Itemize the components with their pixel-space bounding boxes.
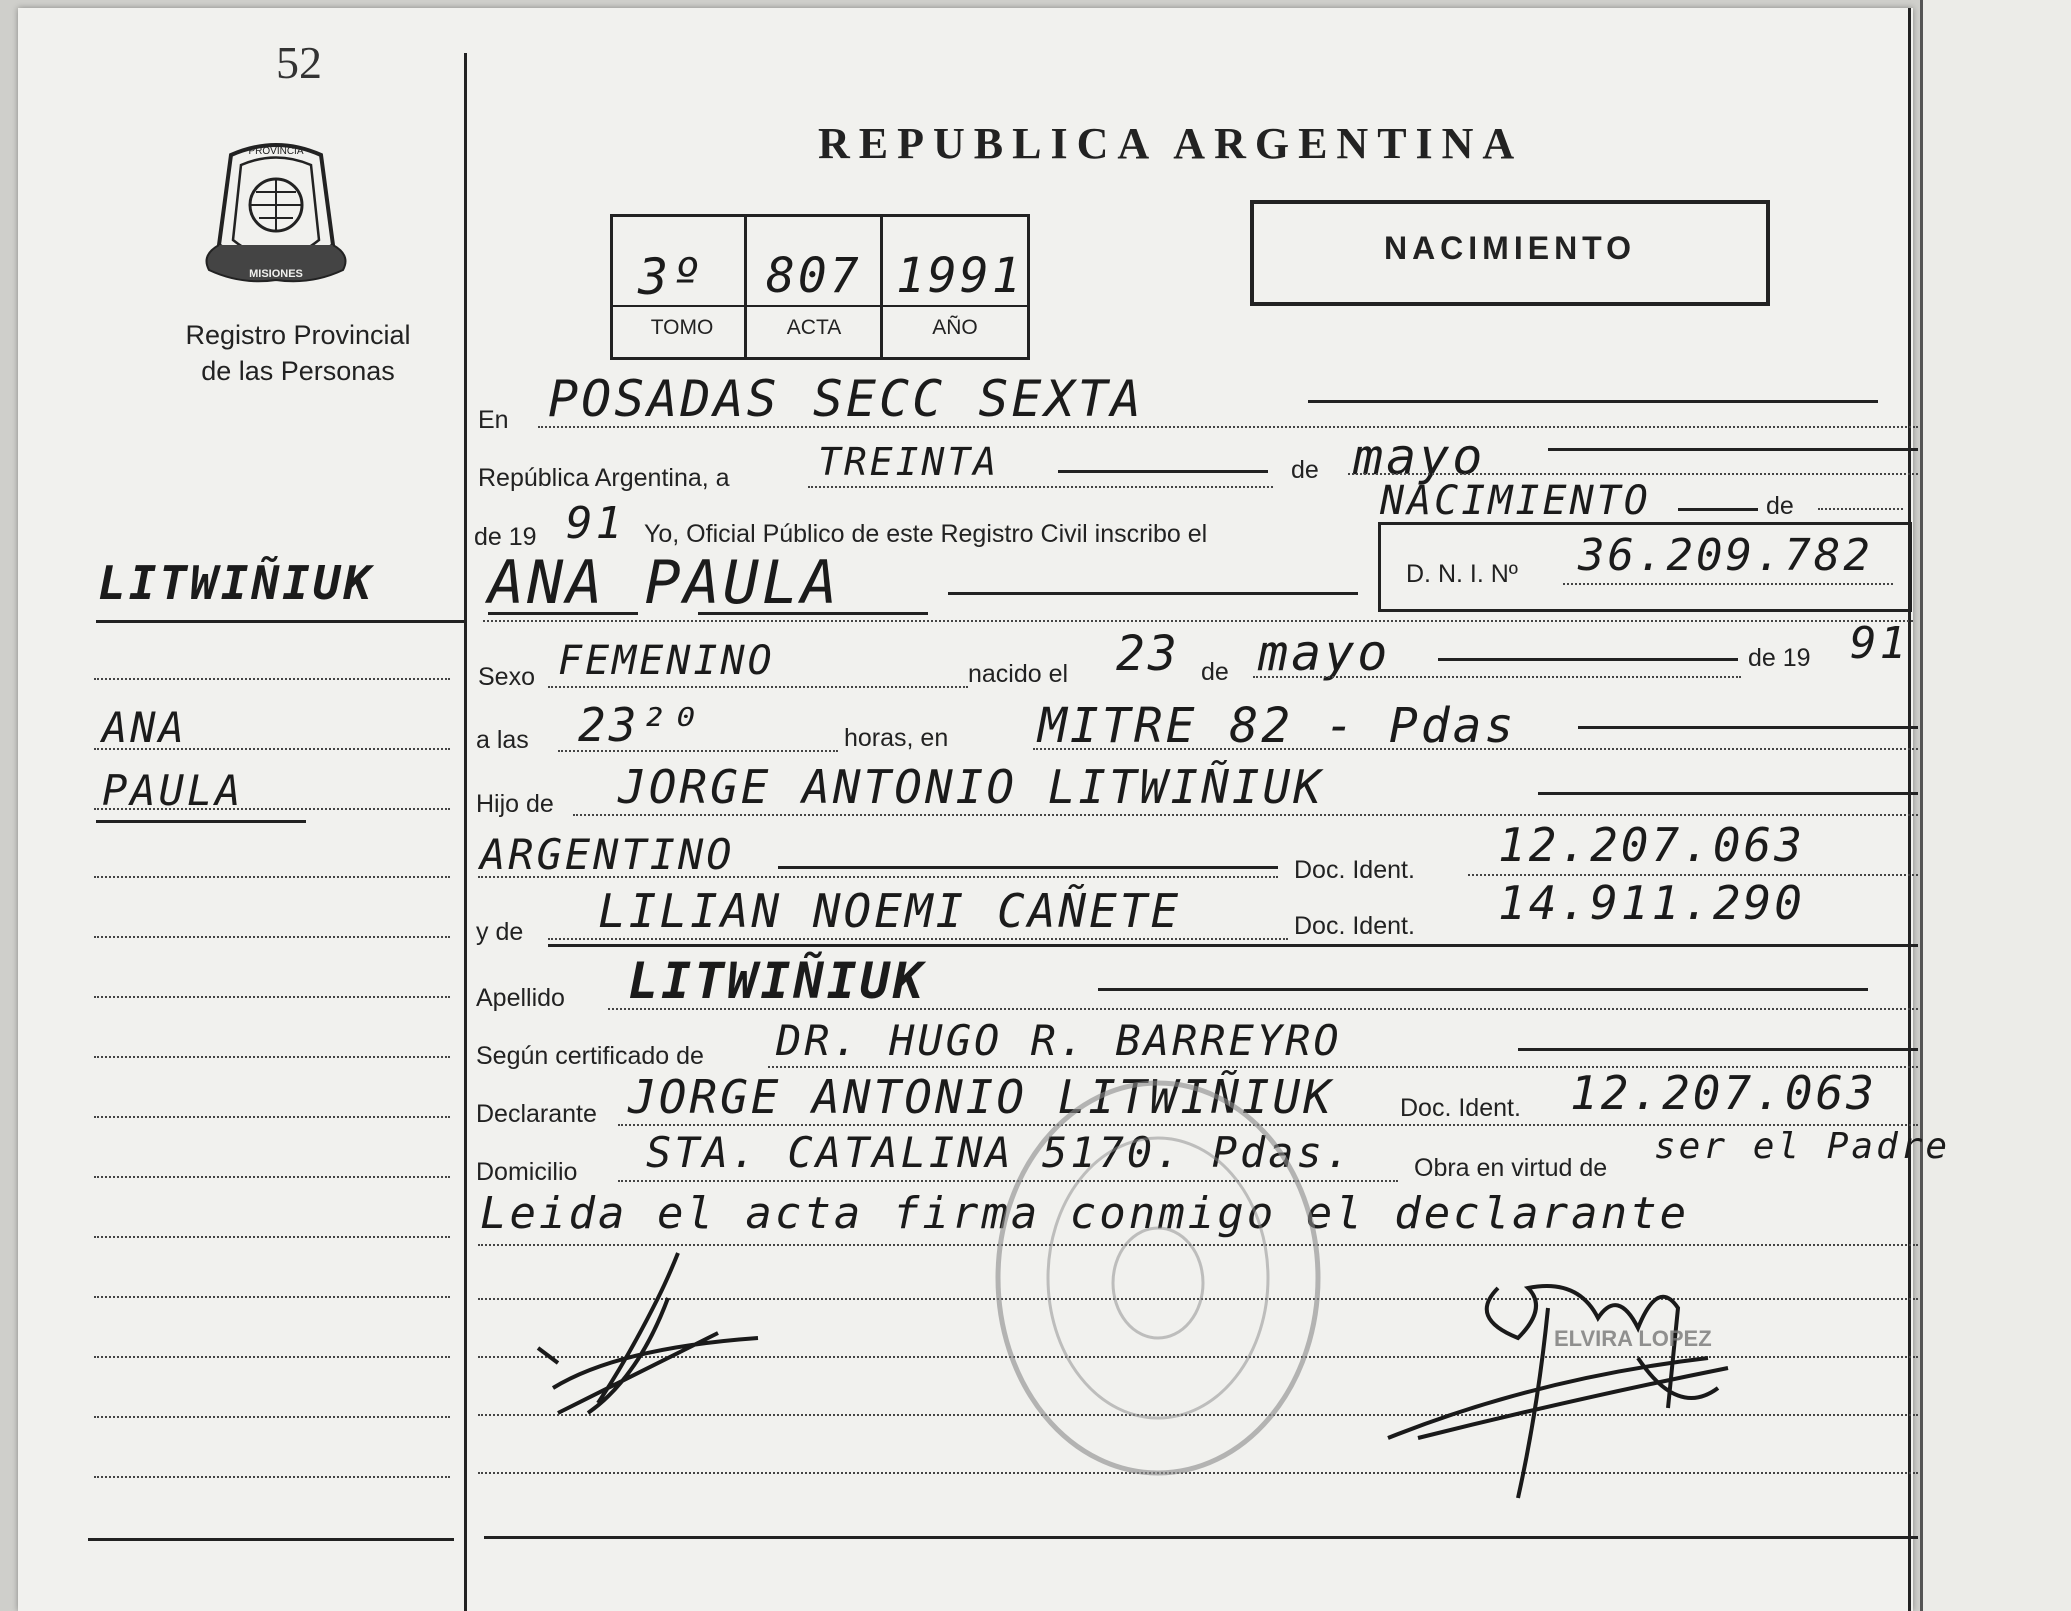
column-divider [464,53,467,1611]
margin-dotted-line [94,996,450,998]
margin-dotted-line [94,1476,450,1478]
act-fill-line [1678,508,1758,511]
birth-record-sheet [18,8,1951,1611]
margin-surname-underline [96,620,466,623]
en-label: En [478,406,509,434]
margin-dotted-line [94,748,450,750]
obra-value: ser el Padre [1654,1126,1951,1167]
declarante-label: Declarante [476,1100,597,1128]
hour-dotted-line [558,750,838,752]
apellido-value: LITWIÑIUK [628,952,926,1010]
acta-value: 807 [766,248,862,304]
birth-year-suffix-value: 91 [1850,618,1909,669]
official-name-stamp: ELVIRA LOPEZ [1554,1326,1712,1351]
margin-dotted-line [94,1116,450,1118]
adjacent-page [1920,0,2071,1611]
day-dotted-line [808,486,1273,488]
nationality-dotted-line [478,876,1278,878]
de19-label-2: de 19 [1748,644,1811,672]
month-dotted-line [1348,473,1918,475]
mother-underline [548,944,1918,947]
official-signature [1378,1248,1798,1528]
place-value: POSADAS SECC SEXTA [548,370,1144,428]
margin-name-line2: PAULA [102,766,244,815]
year-suffix-value: 91 [566,498,625,549]
declarant-value: JORGE ANTONIO LITWIÑIUK [628,1070,1334,1124]
day-fill-line [1058,470,1268,473]
mother-doc-value: 14.911.290 [1498,876,1805,930]
right-edge-line [1908,8,1911,1611]
birth-place-dotted-line [1033,748,1918,750]
declarant-doc-value: 12.207.063 [1570,1066,1877,1120]
province-emblem-icon [201,130,351,300]
de-label: de [1291,456,1319,484]
ano-value: 1991 [896,248,1024,304]
ano-label: AÑO [932,316,978,339]
dni-dotted-line [1563,583,1893,585]
doctor-value: DR. HUGO R. BARREYRO [776,1016,1342,1065]
margin-dotted-line [94,1236,450,1238]
registry-name-line2: de las Personas [201,356,395,386]
de-label-3: de [1201,658,1229,686]
dni-value: 36.209.782 [1578,530,1873,581]
margin-name-underline [96,820,306,823]
sexo-value: FEMENINO [558,638,775,684]
act-dotted-line [1818,508,1903,510]
sexo-label: Sexo [478,663,535,691]
record-type-label: NACIMIENTO [1383,230,1637,266]
margin-surname: LITWIÑIUK [98,556,375,610]
day-value: TREINTA [818,440,1000,484]
tomo-label: TOMO [650,316,714,339]
margin-dotted-line [94,1416,450,1418]
birth-month-fill-line [1438,658,1738,661]
margin-dotted-line [94,808,450,810]
apellido-label: Apellido [476,984,565,1012]
father-doc-value: 12.207.063 [1498,818,1805,872]
svg-text:MISIONES: MISIONES [249,268,303,280]
republica-label: República Argentina, a [478,464,730,492]
apellido-dotted-line [608,1008,1918,1010]
hijo-label: Hijo de [476,790,554,818]
father-dotted-line [573,814,1918,816]
margin-dotted-line [94,1296,450,1298]
margin-dotted-line [94,1056,450,1058]
margin-dotted-line [94,936,450,938]
name-fill-line [948,592,1358,595]
doc-label-2: Doc. Ident. [1294,912,1415,940]
place-fill-line [1308,400,1878,403]
doc-label-3: Doc. Ident. [1400,1094,1521,1122]
bottom-rule [484,1536,1918,1539]
closing-note: Leida el acta firma conmigo el declarante [480,1188,1690,1239]
de19-label: de 19 [474,523,537,551]
reference-box-divider [880,214,883,357]
sexo-dotted-line [548,686,968,688]
margin-name-line1: ANA [102,703,187,752]
act-value: NACIMIENTO [1380,478,1651,524]
doc-label-1: Doc. Ident. [1294,856,1415,884]
doctor-fill-line [1518,1048,1918,1051]
tomo-value: 3º [638,248,705,306]
name-dotted-line [483,620,1913,622]
margin-dotted-line [94,876,450,878]
page-number: 52 [276,37,322,88]
month-value: mayo [1353,428,1486,486]
acta-label: ACTA [786,316,842,339]
domicilio-label: Domicilio [476,1158,578,1186]
nationality-fill-line [778,866,1278,869]
name-underline [698,612,928,615]
apellido-fill-line [1098,988,1868,991]
birth-day-value: 23 [1116,626,1180,682]
registry-round-stamp [978,1068,1338,1488]
de-label-2: de [1766,492,1794,520]
alas-label: a las [476,726,529,754]
margin-dotted-line [94,678,450,680]
yde-label: y de [476,918,524,946]
horas-label: horas, en [844,724,949,752]
nationality-value: ARGENTINO [480,830,735,879]
nacido-label: nacido el [968,660,1069,688]
birth-place-value: MITRE 82 - Pdas [1038,698,1517,754]
address-value: STA. CATALINA 5170. Pdas. [646,1128,1354,1177]
month-fill-line [1548,448,1918,451]
birth-month-value: mayo [1258,624,1391,682]
child-name-value: ANA PAULA [488,548,841,618]
obra-label: Obra en virtud de [1414,1154,1608,1182]
country-title: REPUBLICA ARGENTINA [818,119,1524,168]
margin-dotted-line [94,1176,450,1178]
margin-dotted-line [94,1356,450,1358]
father-name-value: JORGE ANTONIO LITWIÑIUK [618,760,1324,814]
segun-label: Según certificado de [476,1042,704,1070]
yo-label: Yo, Oficial Público de este Registro Civil inscribo el [644,520,1208,548]
mother-dotted-line [548,938,1288,940]
father-fill-line [1538,792,1918,795]
mother-name-value: LILIAN NOEMI CAÑETE [598,884,1182,938]
svg-text:PROVINCIA: PROVINCIA [248,146,304,157]
birth-place-fill-line [1578,726,1918,729]
dni-label: D. N. I. Nº [1406,560,1518,588]
registry-name-line1: Registro Provincial [185,320,411,350]
declarant-signature [518,1238,778,1448]
name-underline [488,612,638,615]
hour-value: 23²⁰ [578,698,701,752]
place-dotted-line [538,426,1918,428]
margin-bottom-rule [88,1538,454,1541]
birth-month-dotted-line [1253,676,1741,678]
